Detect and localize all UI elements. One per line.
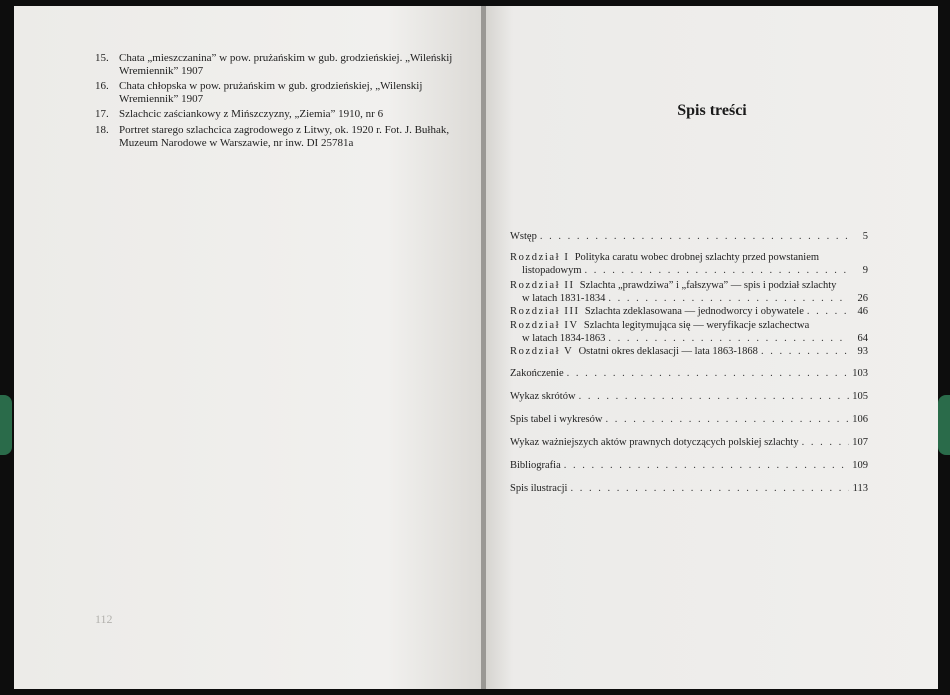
toc-page-number: 46 [857, 306, 868, 317]
illustration-number: 17. [95, 108, 109, 121]
toc-leader-dots [579, 390, 849, 403]
toc-leader-dots [567, 367, 849, 380]
toc-leader-dots [807, 305, 849, 318]
toc-label-continued: w latach 1831-1834 [522, 293, 606, 304]
toc-leader-dots [605, 413, 849, 426]
toc-chapter-prefix: Rozdział V [510, 346, 574, 357]
illustration-number: 15. [95, 52, 109, 64]
toc-page-number: 103 [852, 368, 868, 379]
show-through-page-number: 112 [95, 612, 113, 626]
toc-leader-dots [570, 482, 849, 495]
page-title: Spis treści [677, 102, 747, 119]
toc-page-number: 107 [852, 437, 868, 448]
toc-label: Spis tabel i wykresów [510, 414, 603, 425]
illustration-text: Szlachcic zaściankowy z Mińszczyzny, „Ziemia” 1910, nr 6 [119, 108, 384, 121]
toc-leader-dots [608, 292, 849, 305]
toc-chapter-prefix: Rozdział III [510, 306, 580, 317]
toc-leader-dots [608, 332, 849, 345]
illustration-text: Portret starego szlachcica zagrodowego z Litwy, ok. 1920 r. Fot. J. Bułhak, Muzeum Narodowe w Warszawie, nr inw. DI 25781a [119, 123, 450, 149]
illustration-item [95, 124, 455, 149]
illustration-number: 18. [95, 123, 109, 136]
illustration-list-continued [95, 52, 455, 152]
toc-label: Polityka caratu wobec drobnej szlachty przed powstaniem [574, 252, 820, 263]
toc-leader-dots [761, 345, 849, 358]
toc-label: Bibliografia [510, 460, 561, 471]
toc-page-number: 5 [862, 231, 868, 242]
toc-label-continued: listopadowym [522, 265, 582, 276]
toc-label: Zakończenie [510, 368, 564, 379]
toc-page-number: 26 [857, 293, 868, 304]
toc-chapter-prefix: Rozdział II [510, 280, 575, 291]
illustration-item [95, 80, 455, 105]
toc-entry-illustrations [510, 482, 868, 495]
illustration-number: 16. [95, 80, 109, 93]
toc-page-number: 9 [862, 265, 868, 276]
toc-page-number: 64 [857, 333, 868, 344]
toc-label: Szlachta „prawdziwa” i „fałszywa” — spis i podział szlachty [579, 280, 837, 291]
toc-entry-chapter-1 [510, 251, 868, 277]
toc-entry-abbreviations [510, 390, 868, 403]
toc-entry-introduction [510, 230, 868, 243]
toc-label: Wykaz skrótów [510, 391, 576, 402]
toc-entry-chapter-2 [510, 279, 868, 305]
toc-page-number: 109 [852, 460, 868, 471]
toc-label: Szlachta legitymująca się — weryfikacje szlachectwa [583, 320, 810, 331]
toc-label: Wykaz ważniejszych aktów prawnych dotyczących polskiej szlachty [510, 437, 799, 448]
toc-label: Szlachta zdeklasowana — jednodworcy i obywatele [584, 306, 804, 317]
toc-entry-chapter-3 [510, 305, 868, 318]
illustration-text: Chata „mieszczanina” w pow. prużańskim w gub. grodzieńskiej. „Wileńskij Wremiennik” 1907 [119, 52, 453, 77]
toc-entry-conclusion [510, 367, 868, 380]
toc-label: Wstęp [510, 231, 537, 242]
toc-entry-chapter-5 [510, 345, 868, 358]
toc-label-continued: w latach 1834-1863 [522, 333, 606, 344]
illustration-item [95, 52, 455, 77]
toc-page-number: 106 [852, 414, 868, 425]
toc-label: Spis ilustracji [510, 483, 568, 494]
toc-page-number: 113 [852, 483, 868, 494]
toc-entry-tables [510, 413, 868, 426]
toc-entry-chapter-4 [510, 319, 868, 345]
toc-chapter-prefix: Rozdział I [510, 252, 570, 263]
toc-leader-dots [540, 230, 849, 243]
book-cover-edge-right [938, 395, 950, 455]
illustration-text: Chata chłopska w pow. prużańskim w gub. grodzieńskiej, „Wilenskij Wremiennik” 1907 [119, 80, 423, 105]
book-cover-edge-left [0, 395, 12, 455]
toc-page-number: 93 [857, 346, 868, 357]
toc-chapter-prefix: Rozdział IV [510, 320, 579, 331]
toc-label: Ostatni okres deklasacji — lata 1863-1868 [578, 346, 758, 357]
toc-leader-dots [802, 436, 849, 449]
toc-entry-bibliography [510, 459, 868, 472]
toc-entry-legal-acts [510, 436, 868, 449]
toc-leader-dots [564, 459, 849, 472]
illustration-item [95, 108, 455, 121]
toc-page-number: 105 [852, 391, 868, 402]
toc-leader-dots [585, 264, 850, 277]
